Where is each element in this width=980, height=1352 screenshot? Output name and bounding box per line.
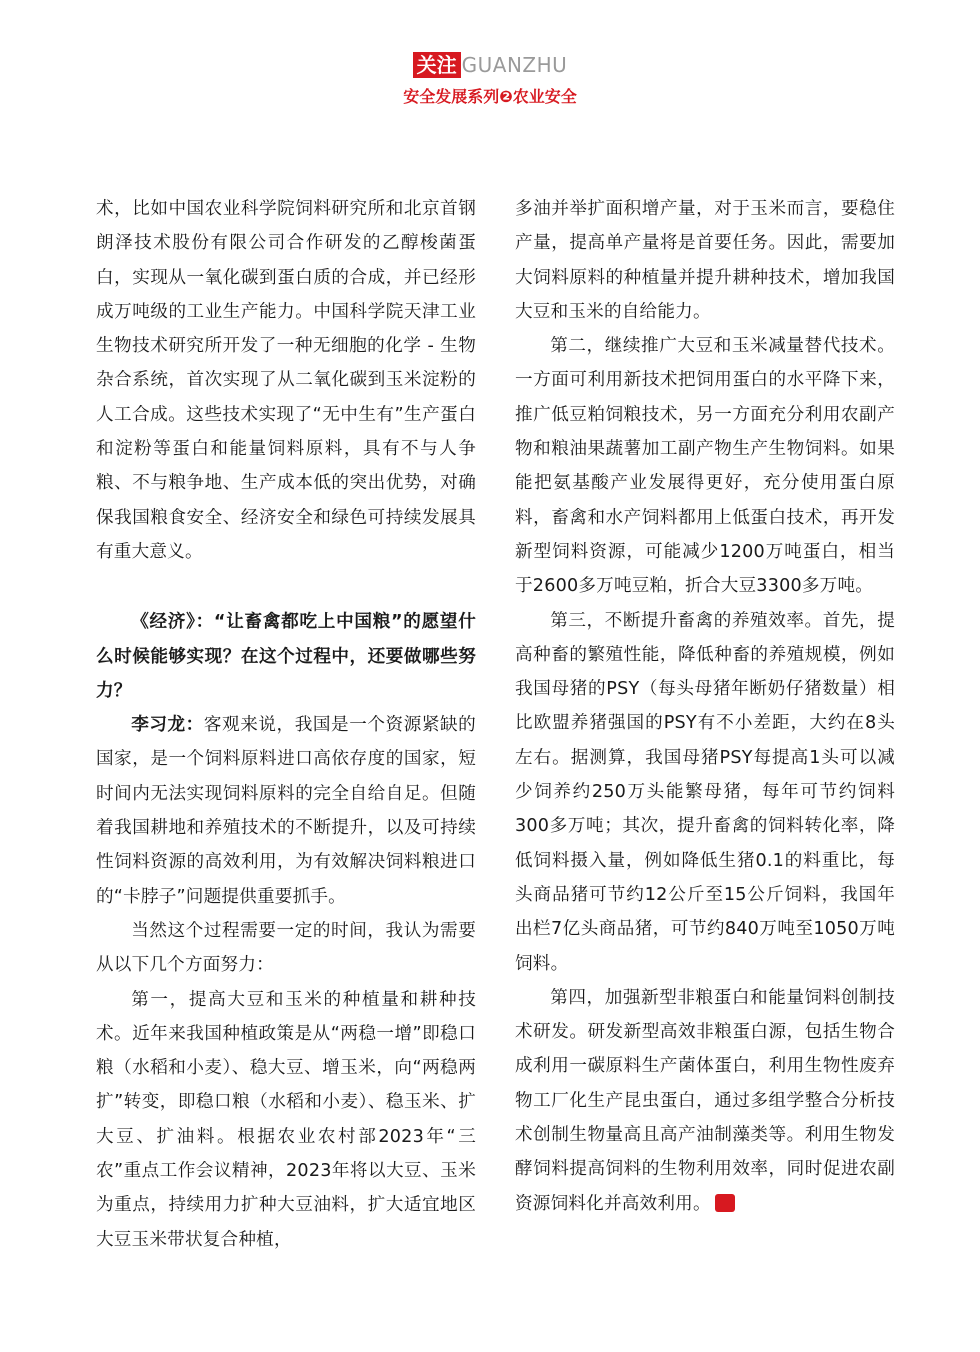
page-header: [0, 52, 980, 107]
right-column: [515, 192, 895, 1221]
interview-answer: [96, 708, 476, 914]
paragraph: 术，比如中国农业科学院饲料研究所和北京首钢朗泽技术股份有限公司合作研发的乙醇梭菌蛋白，实现从一氧化碳到蛋白质的合成，并已经形成万吨级的工业生产能力。中国科学院天津工业生物技术研究所开发了一种无细胞的化学 - 生物杂合系统，首次实现了从二氧化碳到玉米淀粉的人工合成。这些技术实现了“无中生有”生产蛋白和淀粉等蛋白和能量饲料原料，具有不与人争粮、不与粮争地、生产成本低的突出优势，对确保我国粮食安全、经济安全和绿色可持续发展具有重大意义。: [96, 199, 476, 562]
brand-badge: 关注: [413, 52, 461, 78]
interview-question: 《经济》：“让畜禽都吃上中国粮”的愿望什么时候能够实现？在这个过程中，还要做哪些努力？: [96, 612, 476, 701]
brand-latin: GUANZHU: [461, 53, 568, 77]
column-brand: [413, 52, 568, 78]
paragraph: 多油并举扩面积增产量，对于玉米而言，要稳住产量，提高单产量将是首要任务。因此，需要加大饲料原料的种植量并提升耕种技术，增加我国大豆和玉米的自给能力。: [515, 199, 895, 322]
end-mark-icon: e: [715, 1194, 735, 1212]
paragraph: 当然这个过程需要一定的时间，我认为需要从以下几个方面努力：: [96, 920, 476, 976]
paragraph-text: 第四，加强新型非粮蛋白和能量饲料创制技术研发。研发新型高效非粮蛋白源，包括生物合成利用一碳原料生产菌体蛋白，利用生物性废弃物工厂化生产昆虫蛋白，通过多组学整合分析技术创制生物量高且高产油制藻类等。利用生物发酵饲料提高饲料的生物利用效率，同时促进农副资源饲料化并高效利用。: [515, 987, 895, 1214]
paragraph: 第二，继续推广大豆和玉米减量替代技术。一方面可利用新技术把饲用蛋白的水平降下来，推广低豆粕饲粮技术，另一方面充分利用农副产物和粮油果蔬薯加工副产物生产生物饲料。如果能把氨基酸产业发展得更好，充分使用蛋白原料，畜禽和水产饲料都用上低蛋白技术，再开发新型饲料资源，可能减少1200万吨蛋白，相当于2600多万吨豆粕，折合大豆3300多万吨。: [515, 336, 895, 597]
paragraph: [515, 981, 895, 1221]
left-column: [96, 192, 476, 1257]
answer-text: 客观来说，我国是一个资源紧缺的国家，是一个饲料原料进口高依存度的国家，短时间内无法实现饲料原料的完全自给自足。但随着我国耕地和养殖技术的不断提升，以及可持续性饲料资源的高效利用，为有效解决饲料粮进口的“卡脖子”问题提供重要抓手。: [96, 715, 476, 907]
series-title: 安全发展系列❷农业安全: [403, 87, 577, 106]
speaker-name: 李习龙：: [131, 715, 204, 736]
paragraph: 第一，提高大豆和玉米的种植量和耕种技术。近年来我国种植政策是从“两稳一增”即稳口粮（水稻和小麦）、稳大豆、增玉米，向“两稳两扩”转变，即稳口粮（水稻和小麦）、稳玉米、扩大豆、扩油料。根据农业农村部2023年“三农”重点工作会议精神，2023年将以大豆、玉米为重点，持续用力扩种大豆油料，扩大适宜地区大豆玉米带状复合种植，: [96, 989, 476, 1250]
paragraph: 第三，不断提升畜禽的养殖效率。首先，提高种畜的繁殖性能，降低种畜的养殖规模，例如我国母猪的PSY（每头母猪年断奶仔猪数量）相比欧盟养猪强国的PSY有不小差距，大约在8头左右。据测算，我国母猪PSY每提高1头可以减少饲养约250万头能繁母猪，每年可节约饲料300多万吨；其次，提升畜禽的饲料转化率，降低饲料摄入量，例如降低生猪0.1的料重比，每头商品猪可节约12公斤至15公斤饲料，我国年出栏7亿头商品猪，可节约840万吨至1050万吨饲料。: [515, 610, 895, 974]
